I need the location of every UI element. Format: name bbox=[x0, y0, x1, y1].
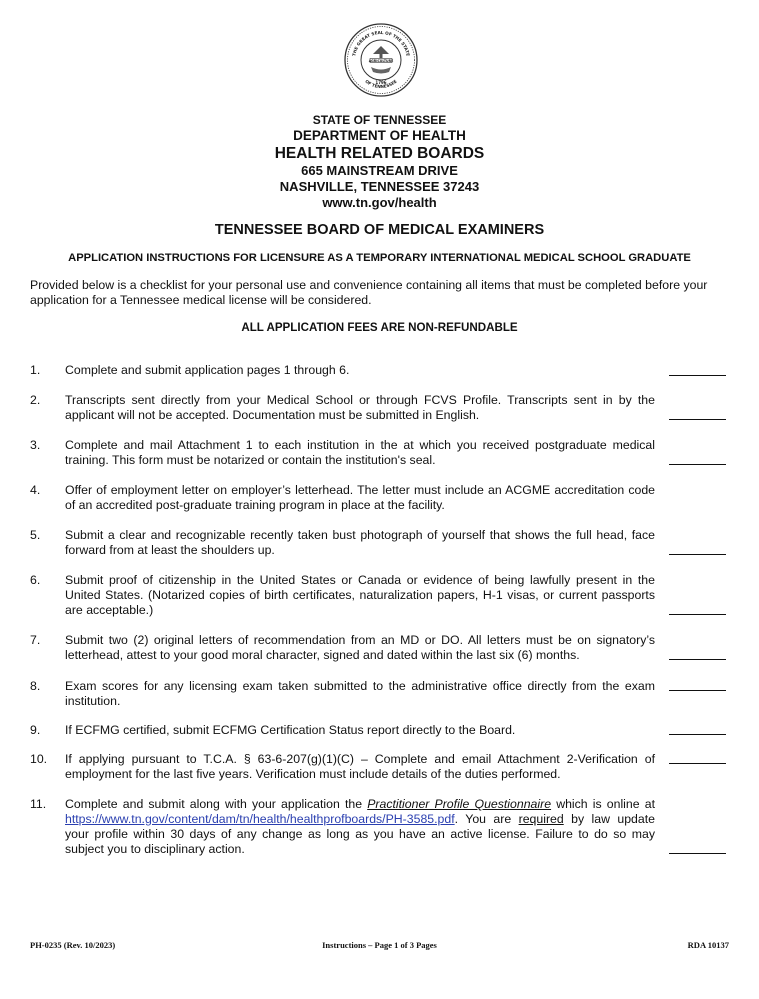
item-text: Complete and submit application pages 1 through 6. bbox=[65, 363, 350, 377]
item-text: If applying pursuant to T.C.A. § 63-6-207(g)(1)(C) – Complete and email Attachment 2-Verification of employment for the last five years. Verification must include details of the duties performed. bbox=[65, 752, 655, 781]
checkoff-line bbox=[669, 734, 726, 735]
svg-text:AGRICULTURE: AGRICULTURE bbox=[368, 58, 394, 63]
checkoff-line bbox=[669, 375, 726, 376]
state-seal bbox=[343, 22, 419, 98]
checkoff-line bbox=[669, 659, 726, 660]
item-text: Offer of employment letter on employer’s letterhead. The letter must include an ACGME accreditation code of an accredited post-graduate training program in place at the facility. bbox=[65, 483, 655, 512]
item-text: Submit a clear and recognizable recently taken bust photograph of yourself that shows the full head, face forward from at least the shoulders up. bbox=[65, 528, 655, 557]
item-text: Exam scores for any licensing exam taken submitted to the administrative office directly from the exam institution. bbox=[65, 679, 655, 708]
item-number: 4. bbox=[30, 483, 41, 497]
item-text: Submit two (2) original letters of recommendation from an MD or DO. All letters must be on signatory’s letterhead, attest to your good moral character, signed and dated within the last six (6) months. bbox=[65, 633, 655, 662]
department-name: DEPARTMENT OF HEALTH bbox=[293, 128, 466, 143]
rda-number: RDA 10137 bbox=[687, 940, 729, 950]
item-text-part: which is online at bbox=[551, 797, 655, 811]
item-text-part: by law update your profile within 30 days of any change as long as you have an active license. Failure to do so may subject you to disciplinary action. bbox=[65, 812, 655, 856]
svg-text:OF TENNESSEE: OF TENNESSEE bbox=[364, 78, 398, 90]
item-text: Transcripts sent directly from your Medical School or through FCVS Profile. Transcripts sent in by the applicant will not be accepted. Documentation must be submitted in English. bbox=[65, 393, 655, 422]
tennessee-seal-icon bbox=[343, 22, 419, 98]
item-text-part: Complete and submit along with your application the bbox=[65, 797, 368, 811]
svg-text:THE GREAT SEAL OF THE STATE: THE GREAT SEAL OF THE STATE bbox=[351, 29, 411, 57]
questionnaire-url-link[interactable]: https://www.tn.gov/content/dam/tn/health/healthprofboards/PH-3585.pdf bbox=[65, 812, 455, 826]
state-name: STATE OF TENNESSEE bbox=[312, 113, 447, 127]
item-number: 6. bbox=[30, 573, 41, 587]
agency-website: www.tn.gov/health bbox=[322, 195, 437, 210]
checkoff-line bbox=[669, 419, 726, 420]
fees-notice: ALL APPLICATION FEES ARE NON-REFUNDABLE bbox=[241, 321, 518, 334]
agency-header bbox=[0, 112, 759, 211]
checkoff-line bbox=[669, 853, 726, 854]
item-number: 3. bbox=[30, 438, 41, 452]
checkoff-line bbox=[669, 554, 726, 555]
form-number: PH-0235 (Rev. 10/2023) bbox=[30, 940, 116, 950]
item-number: 8. bbox=[30, 679, 41, 693]
checkoff-line bbox=[669, 763, 726, 764]
item-text bbox=[65, 797, 655, 857]
item-number: 10. bbox=[30, 752, 48, 766]
city-state-zip: NASHVILLE, TENNESSEE 37243 bbox=[279, 179, 480, 194]
checkoff-line bbox=[669, 690, 726, 691]
item-text-part: . You are bbox=[454, 812, 519, 826]
page-indicator: Instructions – Page 1 of 3 Pages bbox=[322, 940, 437, 950]
item-number: 7. bbox=[30, 633, 41, 647]
item-number: 1. bbox=[30, 363, 41, 377]
svg-text:1796: 1796 bbox=[375, 80, 387, 85]
questionnaire-link[interactable]: Practitioner Profile Questionnaire bbox=[367, 797, 552, 811]
intro-paragraph: Provided below is a checklist for your personal use and convenience containing all items that must be completed before your application for a Tennessee medical license will be considered. bbox=[30, 278, 708, 307]
item-number: 9. bbox=[30, 723, 41, 737]
item-text: Submit proof of citizenship in the United States or Canada or evidence of being lawfully present in the United States. (Notarized copies of birth certificates, naturalization papers, H-1 visas, or current passports are acceptable.) bbox=[65, 573, 655, 617]
item-text: If ECFMG certified, submit ECFMG Certification Status report directly to the Board. bbox=[65, 723, 516, 737]
item-number: 2. bbox=[30, 393, 41, 407]
application-title: APPLICATION INSTRUCTIONS FOR LICENSURE AS A TEMPORARY INTERNATIONAL MEDICAL SCHOOL GRADUATE bbox=[68, 252, 691, 264]
required-emphasis: required bbox=[518, 812, 564, 826]
checkoff-line bbox=[669, 614, 726, 615]
street-address: 665 MAINSTREAM DRIVE bbox=[301, 163, 458, 178]
item-number: 5. bbox=[30, 528, 41, 542]
checkoff-line bbox=[669, 464, 726, 465]
item-text: Complete and mail Attachment 1 to each institution in the at which you received postgraduate medical training. This form must be notarized or contain the institution's seal. bbox=[65, 438, 655, 467]
board-title: TENNESSEE BOARD OF MEDICAL EXAMINERS bbox=[214, 222, 545, 238]
item-number: 11. bbox=[30, 797, 47, 811]
boards-name: HEALTH RELATED BOARDS bbox=[274, 145, 485, 162]
